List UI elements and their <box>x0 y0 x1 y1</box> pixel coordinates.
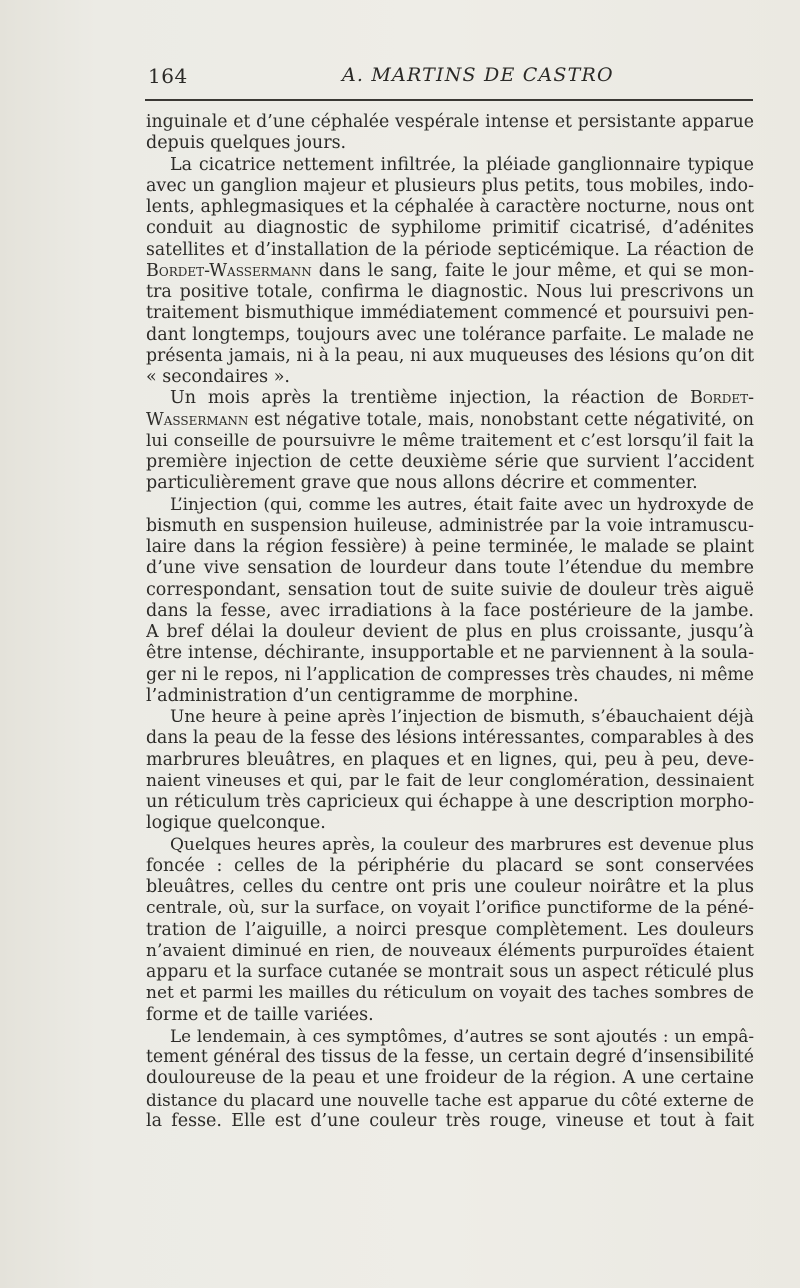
text-line: présenta jamais, ni à la peau, ni aux muqueuses des lésions qu’on dit <box>146 345 754 366</box>
text-line: dant longtemps, toujours avec une tolérance parfaite. Le malade ne <box>146 324 754 345</box>
text-line: la fesse. Elle est d’une couleur très rouge, vineuse et tout à fait <box>146 1110 754 1131</box>
text-line: tration de l’aiguille, a noirci presque complètement. Les douleurs <box>146 919 754 940</box>
text-line: d’une vive sensation de lourdeur dans toute l’étendue du membre <box>146 558 754 579</box>
text-line: un réticulum très capricieux qui échappe à une description morpho- <box>146 792 754 812</box>
text-line: correspondant, sensation tout de suite suivie de douleur très aiguë <box>146 579 754 600</box>
text-line: première injection de cette deuxième série que survient l’accident <box>146 452 754 472</box>
paragraph-first-line: La cicatrice nettement infiltrée, la pléiade ganglionnaire typique <box>170 154 754 175</box>
text-line: laire dans la région fessière) à peine terminée, le malade se plaint <box>146 537 754 557</box>
page-number: 164 <box>148 64 188 88</box>
text-line: douloureuse de la peau et une froideur de la région. A une certaine <box>146 1068 754 1089</box>
text-line: être intense, déchirante, insupportable et ne parviennent à la soula- <box>146 643 754 664</box>
text-line: dans la fesse, avec irradiations à la face postérieure de la jambe. <box>146 600 754 621</box>
text-line: avec un ganglion majeur et plusieurs plus petits, tous mobiles, indo- <box>146 175 754 196</box>
text-line: lui conseille de poursuivre le même traitement et c’est lorsqu’il fait la <box>146 430 754 451</box>
text-line: A bref délai la douleur devient de plus en plus croissante, jusqu’à <box>146 622 754 642</box>
header-rule <box>145 99 753 101</box>
text-line: satellites et d’installation de la période septicémique. La réaction de <box>146 239 754 260</box>
text-line: naient vineuses et qui, par le fait de leur conglomération, dessinaient <box>146 770 754 791</box>
text-line: dans la peau de la fesse des lésions intéressantes, comparables à des <box>146 728 754 749</box>
text-line: l’administration d’un centigramme de morphine. <box>146 685 579 706</box>
text-line: foncée : celles de la périphérie du placard se sont conservées <box>146 855 754 876</box>
paragraph-first-line: Un mois après la trentième injection, la réaction de Bordet- <box>170 388 754 409</box>
text-line: « secondaires ». <box>146 367 290 387</box>
text-line: ger ni le repos, ni l’application de compresses très chaudes, ni même <box>146 664 754 685</box>
text-line: inguinale et d’une céphalée vespérale intense et persistante apparue <box>146 112 754 132</box>
text-line: Wassermann est négative totale, mais, nonobstant cette négativité, on <box>146 409 754 430</box>
text-line: net et parmi les mailles du réticulum on voyait des taches sombres de <box>146 983 754 1004</box>
text-line: centrale, où, sur la surface, on voyait l’orifice punctiforme de la péné- <box>146 898 754 919</box>
text-line: n’avaient diminué en rien, de nouveaux éléments purpuroïdes étaient <box>146 940 754 961</box>
body-text <box>146 112 754 1132</box>
text-line: bismuth en suspension huileuse, administrée par la voie intramuscu- <box>146 515 754 536</box>
paragraph-first-line: Quelques heures après, la couleur des marbrures est devenue plus <box>170 834 754 855</box>
text-line: forme et de taille variées. <box>146 1004 374 1025</box>
text-line: particulièrement grave que nous allons décrire et commenter. <box>146 473 698 494</box>
text-line: tra positive totale, confirma le diagnostic. Nous lui prescrivons un <box>146 282 754 302</box>
text-line: apparu et la surface cutanée se montrait sous un aspect réticulé plus <box>146 962 754 982</box>
running-title: A. MARTINS DE CASTRO <box>342 64 614 86</box>
text-line: depuis quelques jours. <box>146 133 347 154</box>
text-line: traitement bismuthique immédiatement commencé et poursuivi pen- <box>146 303 754 324</box>
text-line: bleuâtres, celles du centre ont pris une couleur noirâtre et la plus <box>146 877 754 897</box>
text-line: logique quelconque. <box>146 813 326 834</box>
page-header <box>148 62 752 90</box>
text-line: tement général des tissus de la fesse, un certain degré d’insensibilité <box>146 1047 754 1067</box>
text-line: marbrures bleuâtres, en plaques et en lignes, qui, peu à peu, deve- <box>146 749 754 770</box>
paragraph-first-line: Le lendemain, à ces symptômes, d’autres se sont ajoutés : un empâ- <box>170 1025 754 1046</box>
text-line: lents, aphlegmasiques et la céphalée à caractère nocturne, nous ont <box>146 197 754 217</box>
text-line: distance du placard une nouvelle tache est apparue du côté externe de <box>146 1089 754 1110</box>
paragraph-first-line: L’injection (qui, comme les autres, était faite avec un hydroxyde de <box>170 494 754 515</box>
paragraph-first-line: Une heure à peine après l’injection de bismuth, s’ébauchaient déjà <box>170 707 754 727</box>
text-line: conduit au diagnostic de syphilome primitif cicatrisé, d’adénites <box>146 218 754 239</box>
text-line: Bordet-Wassermann dans le sang, faite le jour même, et qui se mon- <box>146 260 754 281</box>
